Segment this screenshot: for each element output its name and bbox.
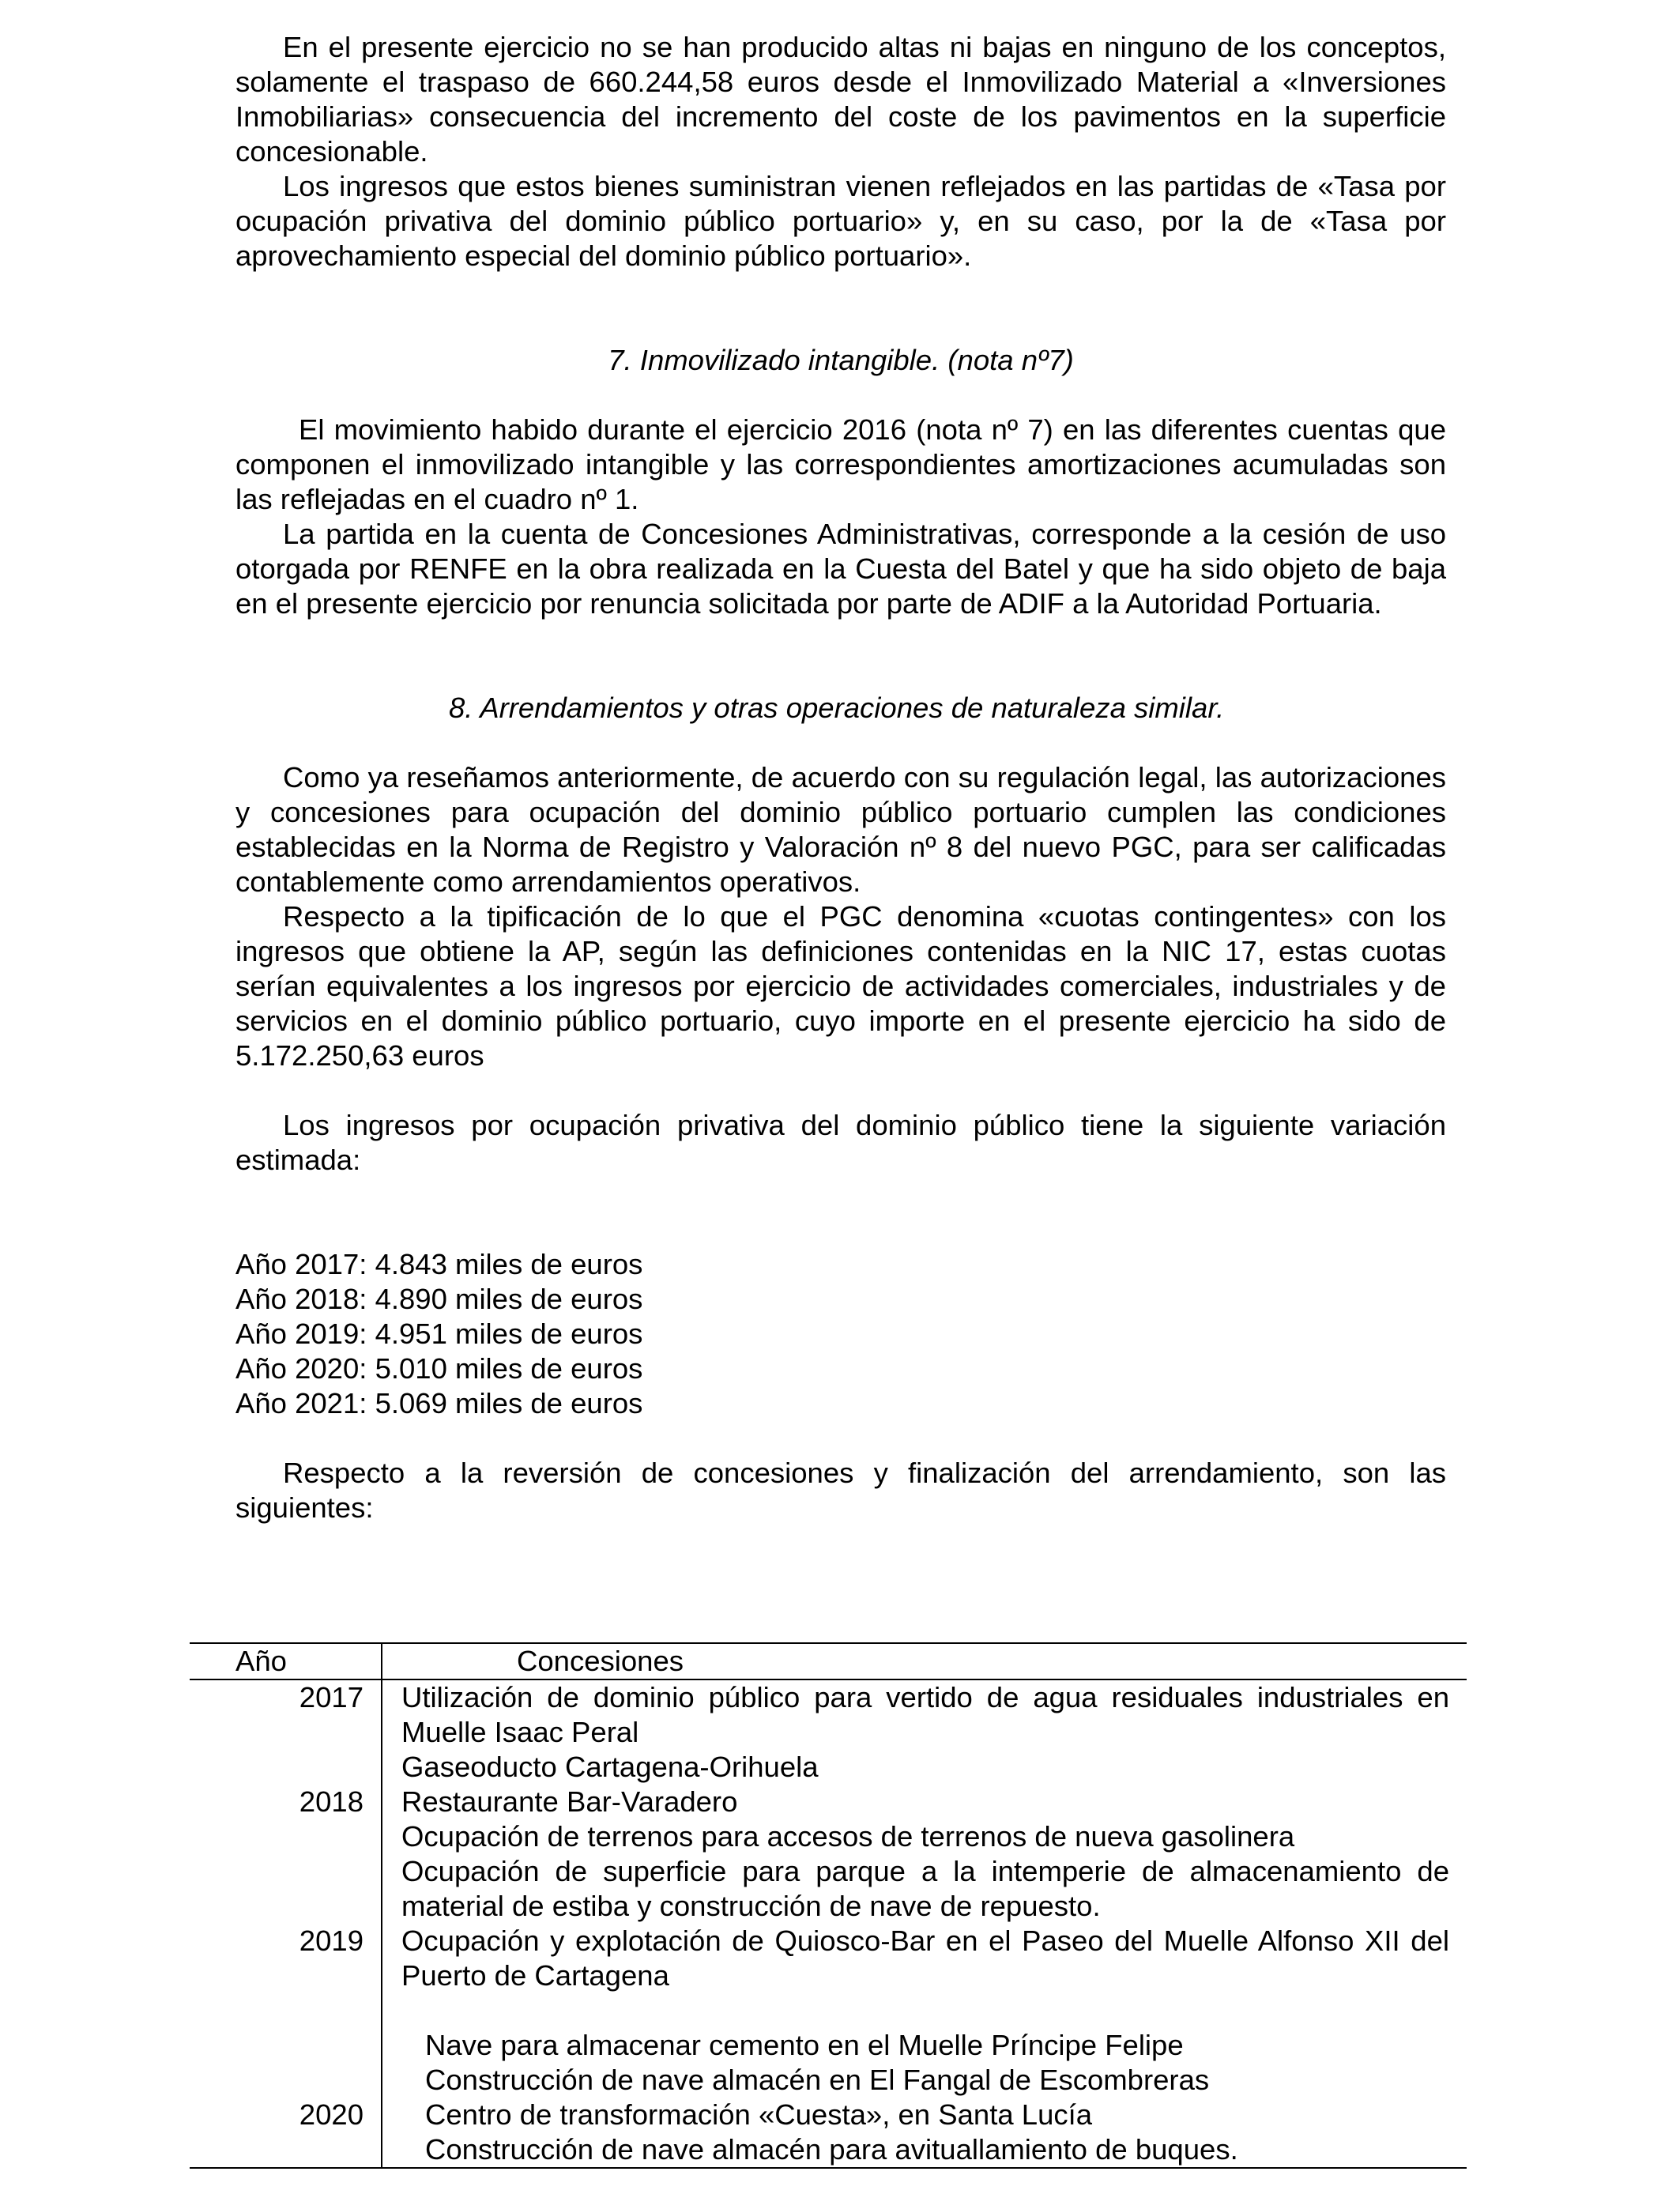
header-concessions: Concesiones [382, 1643, 1467, 1679]
paragraph: Los ingresos que estos bienes suministran vienen reflejados en las partidas de «Tasa por ocupación privativa del dominio público portuario» y, en su caso, por la de «Tasa por aprovechamiento especial del dominio público portuario». [235, 170, 1446, 272]
concession-cell: Ocupación de superficie para parque a la intemperie de almacenamiento de material de estiba y construcción de nave de repuesto. [401, 1855, 1449, 1922]
paragraph: La partida en la cuenta de Concesiones Administrativas, corresponde a la cesión de uso otorgada por RENFE en la obra realizada en la Cuesta del Batel y que ha sido objeto de baja en el presente ejercicio por renuncia solicitada por parte de ADIF a la Autoridad Portuaria. [235, 518, 1446, 620]
year-cell [190, 1819, 382, 1854]
year-cell: 2018 [190, 1785, 382, 1819]
list-item: Año 2020: 5.010 miles de euros [235, 1352, 643, 1385]
year-cell: 2020 [190, 2098, 382, 2132]
table-row [190, 1785, 1467, 1819]
year-cell [190, 1854, 382, 1924]
year-cell [190, 2063, 382, 2098]
concession-cell: Construcción de nave almacén para avituallamiento de buques. [382, 2132, 1467, 2168]
year-cell: 2019 [190, 1924, 382, 1993]
concession-cell: Restaurante Bar-Varadero [401, 1785, 738, 1818]
year-cell [190, 2028, 382, 2063]
list-item: Año 2017: 4.843 miles de euros [235, 1248, 643, 1280]
concession-cell: Centro de transformación «Cuesta», en Santa Lucía [425, 2098, 1093, 2131]
document-page [235, 30, 1446, 1525]
table-row [190, 1924, 1467, 1993]
header-year: Año [190, 1643, 382, 1679]
year-cell [190, 1750, 382, 1785]
concession-cell: Ocupación y explotación de Quiosco-Bar en el Paseo del Muelle Alfonso XII del Puerto de Cartagena [401, 1924, 1449, 1992]
paragraph: Respecto a la tipificación de lo que el PGC denomina «cuotas contingentes» con los ingresos que obtiene la AP, según las definiciones contenidas en la NIC 17, estas cuotas serían equivalentes a los ingresos por ejercicio de actividades comerciales, industriales y de servicios en el dominio público portuario, cuyo importe en el presente ejercicio ha sido de 5.172.250,63 euros [235, 900, 1446, 1072]
table-row [190, 1750, 1467, 1785]
concession-cell: Utilización de dominio público para vertido de agua residuales industriales en Muelle Isaac Peral [401, 1681, 1449, 1748]
paragraph: En el presente ejercicio no se han producido altas ni bajas en ninguno de los conceptos, solamente el traspaso de 660.244,58 euros desde el Inmovilizado Material a «Inversiones Inmobiliarias» consecuencia del incremento del coste de los pavimentos en la superficie concesionable. [235, 31, 1446, 168]
list-item: Año 2018: 4.890 miles de euros [235, 1283, 643, 1315]
concession-cell: Ocupación de terrenos para accesos de terrenos de nueva gasolinera [401, 1820, 1295, 1853]
paragraph: Como ya reseñamos anteriormente, de acuerdo con su regulación legal, las autorizaciones y concesiones para ocupación del dominio público portuario cumplen las condiciones establecidas en la Norma de Registro y Valoración nº 8 del nuevo PGC, para ser calificadas contablemente como arrendamientos operativos. [235, 761, 1446, 898]
year-income-list [235, 1247, 1446, 1421]
table-row [190, 1679, 1467, 1750]
table-row [190, 2063, 1467, 2098]
year-cell [190, 2132, 382, 2168]
concession-cell [382, 1993, 1467, 2028]
paragraph: Respecto a la reversión de concesiones y finalización del arrendamiento, son las siguientes: [235, 1457, 1446, 1524]
table-row [190, 1993, 1467, 2028]
table-header-row [190, 1643, 1467, 1679]
concession-cell: Construcción de nave almacén en El Fangal de Escombreras [425, 2064, 1210, 2096]
paragraph: El movimiento habido durante el ejercicio 2016 (nota nº 7) en las diferentes cuentas que componen el inmovilizado intangible y las correspondientes amortizaciones acumuladas son las reflejadas en el cuadro nº 1. [235, 413, 1446, 515]
year-cell [190, 1993, 382, 2028]
table-row [190, 1854, 1467, 1924]
concession-cell: Nave para almacenar cemento en el Muelle Príncipe Felipe [425, 2029, 1184, 2061]
section-heading-8: 8. Arrendamientos y otras operaciones de naturaleza similar. [449, 692, 1225, 724]
table-row [190, 2132, 1467, 2168]
concession-cell: Gaseoducto Cartagena-Orihuela [401, 1751, 819, 1783]
table-row [190, 2098, 1467, 2132]
year-cell: 2017 [190, 1679, 382, 1750]
section-heading-7: 7. Inmovilizado intangible. (nota nº7) [608, 344, 1074, 376]
list-item: Año 2019: 4.951 miles de euros [235, 1318, 643, 1350]
table-row [190, 2028, 1467, 2063]
list-item: Año 2021: 5.069 miles de euros [235, 1387, 643, 1419]
paragraph: Los ingresos por ocupación privativa del dominio público tiene la siguiente variación estimada: [235, 1109, 1446, 1176]
table-row [190, 1819, 1467, 1854]
concessions-table [190, 1642, 1467, 2169]
